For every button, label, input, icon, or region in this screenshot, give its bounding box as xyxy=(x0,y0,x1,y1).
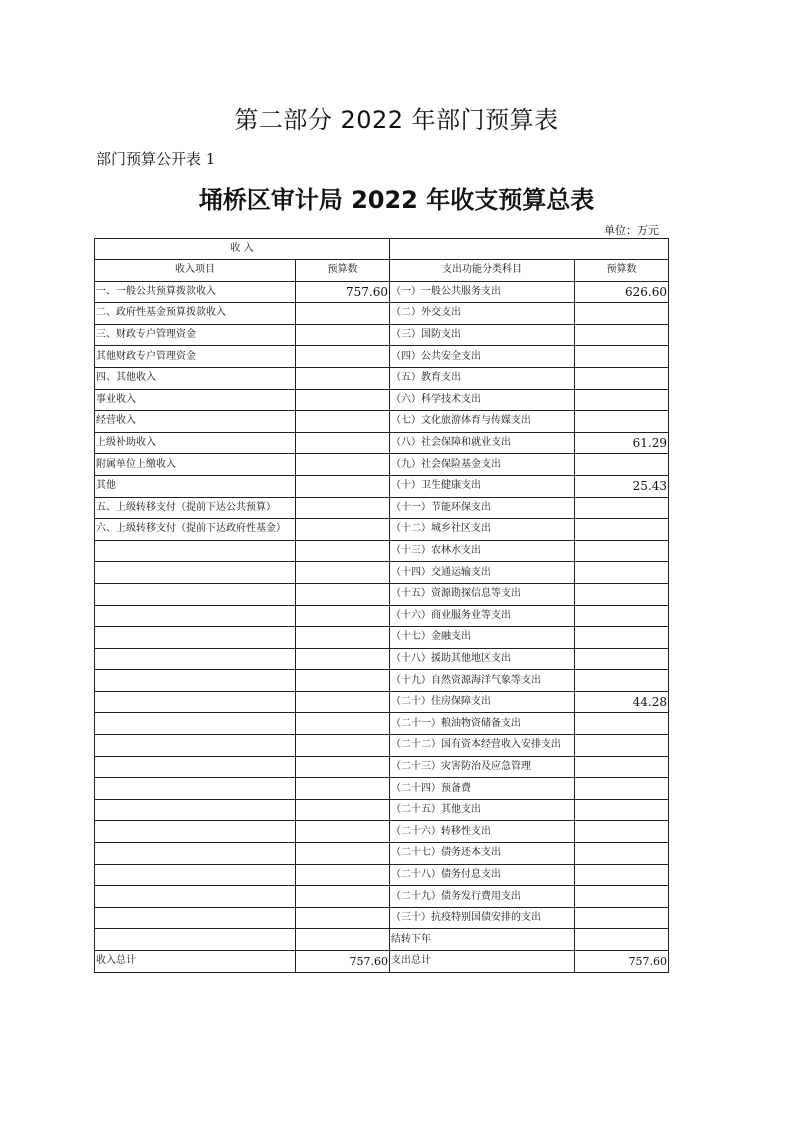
table-row xyxy=(95,799,669,821)
expense-item-cell: （二十三）灾害防治及应急管理 xyxy=(390,756,575,778)
income-amount-cell xyxy=(296,389,390,411)
income-item-cell xyxy=(95,627,296,649)
income-item-header: 收入项目 xyxy=(95,260,296,282)
income-item-cell xyxy=(95,756,296,778)
income-item-cell: 其他财政专户管理资金 xyxy=(95,346,296,368)
table-row xyxy=(95,907,669,929)
expense-amount-cell xyxy=(575,605,669,627)
table-row xyxy=(95,389,669,411)
income-amount-cell xyxy=(296,411,390,433)
expense-amount-cell xyxy=(575,864,669,886)
table-row xyxy=(95,475,669,497)
table-row xyxy=(95,454,669,476)
income-amount-cell xyxy=(296,799,390,821)
income-amount-cell xyxy=(296,627,390,649)
income-item-cell xyxy=(95,799,296,821)
table-row xyxy=(95,670,669,692)
expense-amount-cell xyxy=(575,346,669,368)
expense-item-cell: （二十四）预备费 xyxy=(390,778,575,800)
expense-item-cell: （八）社会保障和就业支出 xyxy=(390,432,575,454)
expense-item-cell: （五）教育支出 xyxy=(390,367,575,389)
table-row xyxy=(95,627,669,649)
expense-item-cell: （二十七）债务还本支出 xyxy=(390,843,575,865)
table-row xyxy=(95,540,669,562)
income-item-cell: 经营收入 xyxy=(95,411,296,433)
expense-amount-cell xyxy=(575,713,669,735)
table-row xyxy=(95,432,669,454)
expense-amount-cell xyxy=(575,540,669,562)
expense-amount-cell xyxy=(575,627,669,649)
part-title: 第二部分 2022 年部门预算表 xyxy=(234,106,559,134)
income-amount-cell xyxy=(296,519,390,541)
table-row xyxy=(95,411,669,433)
expense-amount-cell xyxy=(575,735,669,757)
income-amount-cell xyxy=(296,454,390,476)
expense-item-cell: （十三）农林水支出 xyxy=(390,540,575,562)
expense-amount-cell xyxy=(575,670,669,692)
table-row xyxy=(95,497,669,519)
table-row xyxy=(95,562,669,584)
income-item-cell xyxy=(95,843,296,865)
table-row xyxy=(95,778,669,800)
expense-group-header xyxy=(390,239,669,260)
page-title: 埇桥区审计局 2022 年收支预算总表 xyxy=(198,186,595,214)
income-item-cell: 二、政府性基金预算拨款收入 xyxy=(95,303,296,325)
expense-amount-cell xyxy=(575,907,669,929)
expense-item-cell: （二十八）债务付息支出 xyxy=(390,864,575,886)
expense-item-cell: （三）国防支出 xyxy=(390,324,575,346)
income-amount-cell xyxy=(296,821,390,843)
table-row xyxy=(95,281,669,303)
income-amount-cell xyxy=(296,303,390,325)
expense-amount-cell xyxy=(575,367,669,389)
expense-item-cell: （十五）资源勘探信息等支出 xyxy=(390,583,575,605)
income-total-value: 757.60 xyxy=(296,951,390,973)
income-amount-cell xyxy=(296,907,390,929)
table-row xyxy=(95,324,669,346)
income-amount-cell xyxy=(296,735,390,757)
column-header-row xyxy=(95,260,669,282)
income-item-cell: 其他 xyxy=(95,475,296,497)
table-row xyxy=(95,864,669,886)
income-amount-cell xyxy=(296,562,390,584)
income-item-cell xyxy=(95,540,296,562)
table-row xyxy=(95,713,669,735)
income-item-cell xyxy=(95,929,296,951)
table-row xyxy=(95,886,669,908)
expense-item-cell: （三十）抗疫特别国债安排的支出 xyxy=(390,907,575,929)
table-row xyxy=(95,303,669,325)
expense-amount-cell xyxy=(575,497,669,519)
expense-item-cell: （十七）金融支出 xyxy=(390,627,575,649)
income-item-cell xyxy=(95,648,296,670)
expense-item-cell: （十六）商业服务业等支出 xyxy=(390,605,575,627)
income-amount-cell xyxy=(296,778,390,800)
income-amount-cell xyxy=(296,497,390,519)
income-amount-cell xyxy=(296,843,390,865)
income-item-cell xyxy=(95,605,296,627)
expense-amount-cell xyxy=(575,454,669,476)
table-number: 部门预算公开表 1 xyxy=(96,150,216,168)
expense-item-cell: （七）文化旅游体育与传媒支出 xyxy=(390,411,575,433)
income-amount-cell xyxy=(296,670,390,692)
table-row xyxy=(95,756,669,778)
income-amount-cell xyxy=(296,324,390,346)
expense-item-cell: （十八）援助其他地区支出 xyxy=(390,648,575,670)
expense-item-cell: （十二）城乡社区支出 xyxy=(390,519,575,541)
income-item-cell: 上级补助收入 xyxy=(95,432,296,454)
income-item-cell xyxy=(95,821,296,843)
expense-amount-cell xyxy=(575,648,669,670)
income-amount-cell xyxy=(296,864,390,886)
expense-total-value: 757.60 xyxy=(575,951,669,973)
table-row xyxy=(95,346,669,368)
income-item-cell xyxy=(95,864,296,886)
expense-amount-header: 预算数 xyxy=(575,260,669,282)
income-amount-cell xyxy=(296,583,390,605)
expense-amount-cell xyxy=(575,583,669,605)
expense-item-cell: （一）一般公共服务支出 xyxy=(390,281,575,303)
income-amount-cell xyxy=(296,756,390,778)
expense-amount-cell xyxy=(575,303,669,325)
income-item-cell: 附属单位上缴收入 xyxy=(95,454,296,476)
income-item-cell: 一、一般公共预算拨款收入 xyxy=(95,281,296,303)
table-row xyxy=(95,821,669,843)
income-item-cell: 事业收入 xyxy=(95,389,296,411)
table-row xyxy=(95,843,669,865)
expense-amount-cell xyxy=(575,886,669,908)
expense-amount-cell xyxy=(575,778,669,800)
table-row xyxy=(95,583,669,605)
expense-item-header: 支出功能分类科目 xyxy=(390,260,575,282)
income-item-cell xyxy=(95,778,296,800)
group-header-row xyxy=(95,239,669,260)
income-amount-cell xyxy=(296,648,390,670)
expense-item-cell: 结转下年 xyxy=(390,929,575,951)
expense-amount-cell xyxy=(575,324,669,346)
income-item-cell xyxy=(95,691,296,713)
expense-amount-cell: 61.29 xyxy=(575,432,669,454)
expense-item-cell: （二十九）债务发行费用支出 xyxy=(390,886,575,908)
expense-amount-cell: 44.28 xyxy=(575,691,669,713)
income-item-cell xyxy=(95,583,296,605)
expense-item-cell: （二）外交支出 xyxy=(390,303,575,325)
table-row xyxy=(95,691,669,713)
table-row xyxy=(95,929,669,951)
income-amount-cell xyxy=(296,691,390,713)
income-item-cell xyxy=(95,713,296,735)
table-row xyxy=(95,648,669,670)
income-item-cell xyxy=(95,886,296,908)
expense-amount-cell xyxy=(575,929,669,951)
expense-item-cell: （十）卫生健康支出 xyxy=(390,475,575,497)
income-item-cell: 六、上级转移支付（提前下达政府性基金） xyxy=(95,519,296,541)
income-item-cell xyxy=(95,670,296,692)
expense-amount-cell xyxy=(575,562,669,584)
income-item-cell xyxy=(95,562,296,584)
table-row xyxy=(95,735,669,757)
expense-amount-cell: 25.43 xyxy=(575,475,669,497)
income-total-label: 收入总计 xyxy=(95,951,296,973)
expense-item-cell: （十九）自然资源海洋气象等支出 xyxy=(390,670,575,692)
expense-amount-cell xyxy=(575,843,669,865)
expense-item-cell: （二十一）粮油物资储备支出 xyxy=(390,713,575,735)
expense-item-cell: （九）社会保险基金支出 xyxy=(390,454,575,476)
income-group-header: 收 入 xyxy=(95,239,390,260)
income-amount-cell xyxy=(296,432,390,454)
table-row xyxy=(95,367,669,389)
income-amount-cell xyxy=(296,475,390,497)
expense-item-cell: （四）公共安全支出 xyxy=(390,346,575,368)
expense-amount-cell xyxy=(575,756,669,778)
expense-amount-cell xyxy=(575,821,669,843)
expense-total-label: 支出总计 xyxy=(390,951,575,973)
table-row xyxy=(95,519,669,541)
income-item-cell xyxy=(95,735,296,757)
expense-item-cell: （六）科学技术支出 xyxy=(390,389,575,411)
expense-item-cell: （二十六）转移性支出 xyxy=(390,821,575,843)
income-item-cell: 五、上级转移支付（提前下达公共预算） xyxy=(95,497,296,519)
income-amount-cell xyxy=(296,713,390,735)
income-amount-cell xyxy=(296,605,390,627)
expense-item-cell: （十一）节能环保支出 xyxy=(390,497,575,519)
income-amount-cell xyxy=(296,346,390,368)
expense-item-cell: （二十）住房保障支出 xyxy=(390,691,575,713)
income-amount-cell xyxy=(296,886,390,908)
expense-amount-cell xyxy=(575,519,669,541)
income-amount-header: 预算数 xyxy=(296,260,390,282)
unit-label: 单位：万元 xyxy=(604,224,659,237)
income-item-cell: 四、其他收入 xyxy=(95,367,296,389)
expense-amount-cell xyxy=(575,799,669,821)
expense-amount-cell xyxy=(575,389,669,411)
expense-item-cell: （十四）交通运输支出 xyxy=(390,562,575,584)
income-amount-cell xyxy=(296,367,390,389)
expense-amount-cell: 626.60 xyxy=(575,281,669,303)
income-item-cell xyxy=(95,907,296,929)
table-row xyxy=(95,605,669,627)
income-amount-cell xyxy=(296,929,390,951)
totals-row xyxy=(95,951,669,973)
expense-item-cell: （二十五）其他支出 xyxy=(390,799,575,821)
income-amount-cell xyxy=(296,540,390,562)
income-item-cell: 三、财政专户管理资金 xyxy=(95,324,296,346)
expense-amount-cell xyxy=(575,411,669,433)
expense-item-cell: （二十二）国有资本经营收入安排支出 xyxy=(390,735,575,757)
income-amount-cell: 757.60 xyxy=(296,281,390,303)
budget-table xyxy=(94,238,669,973)
